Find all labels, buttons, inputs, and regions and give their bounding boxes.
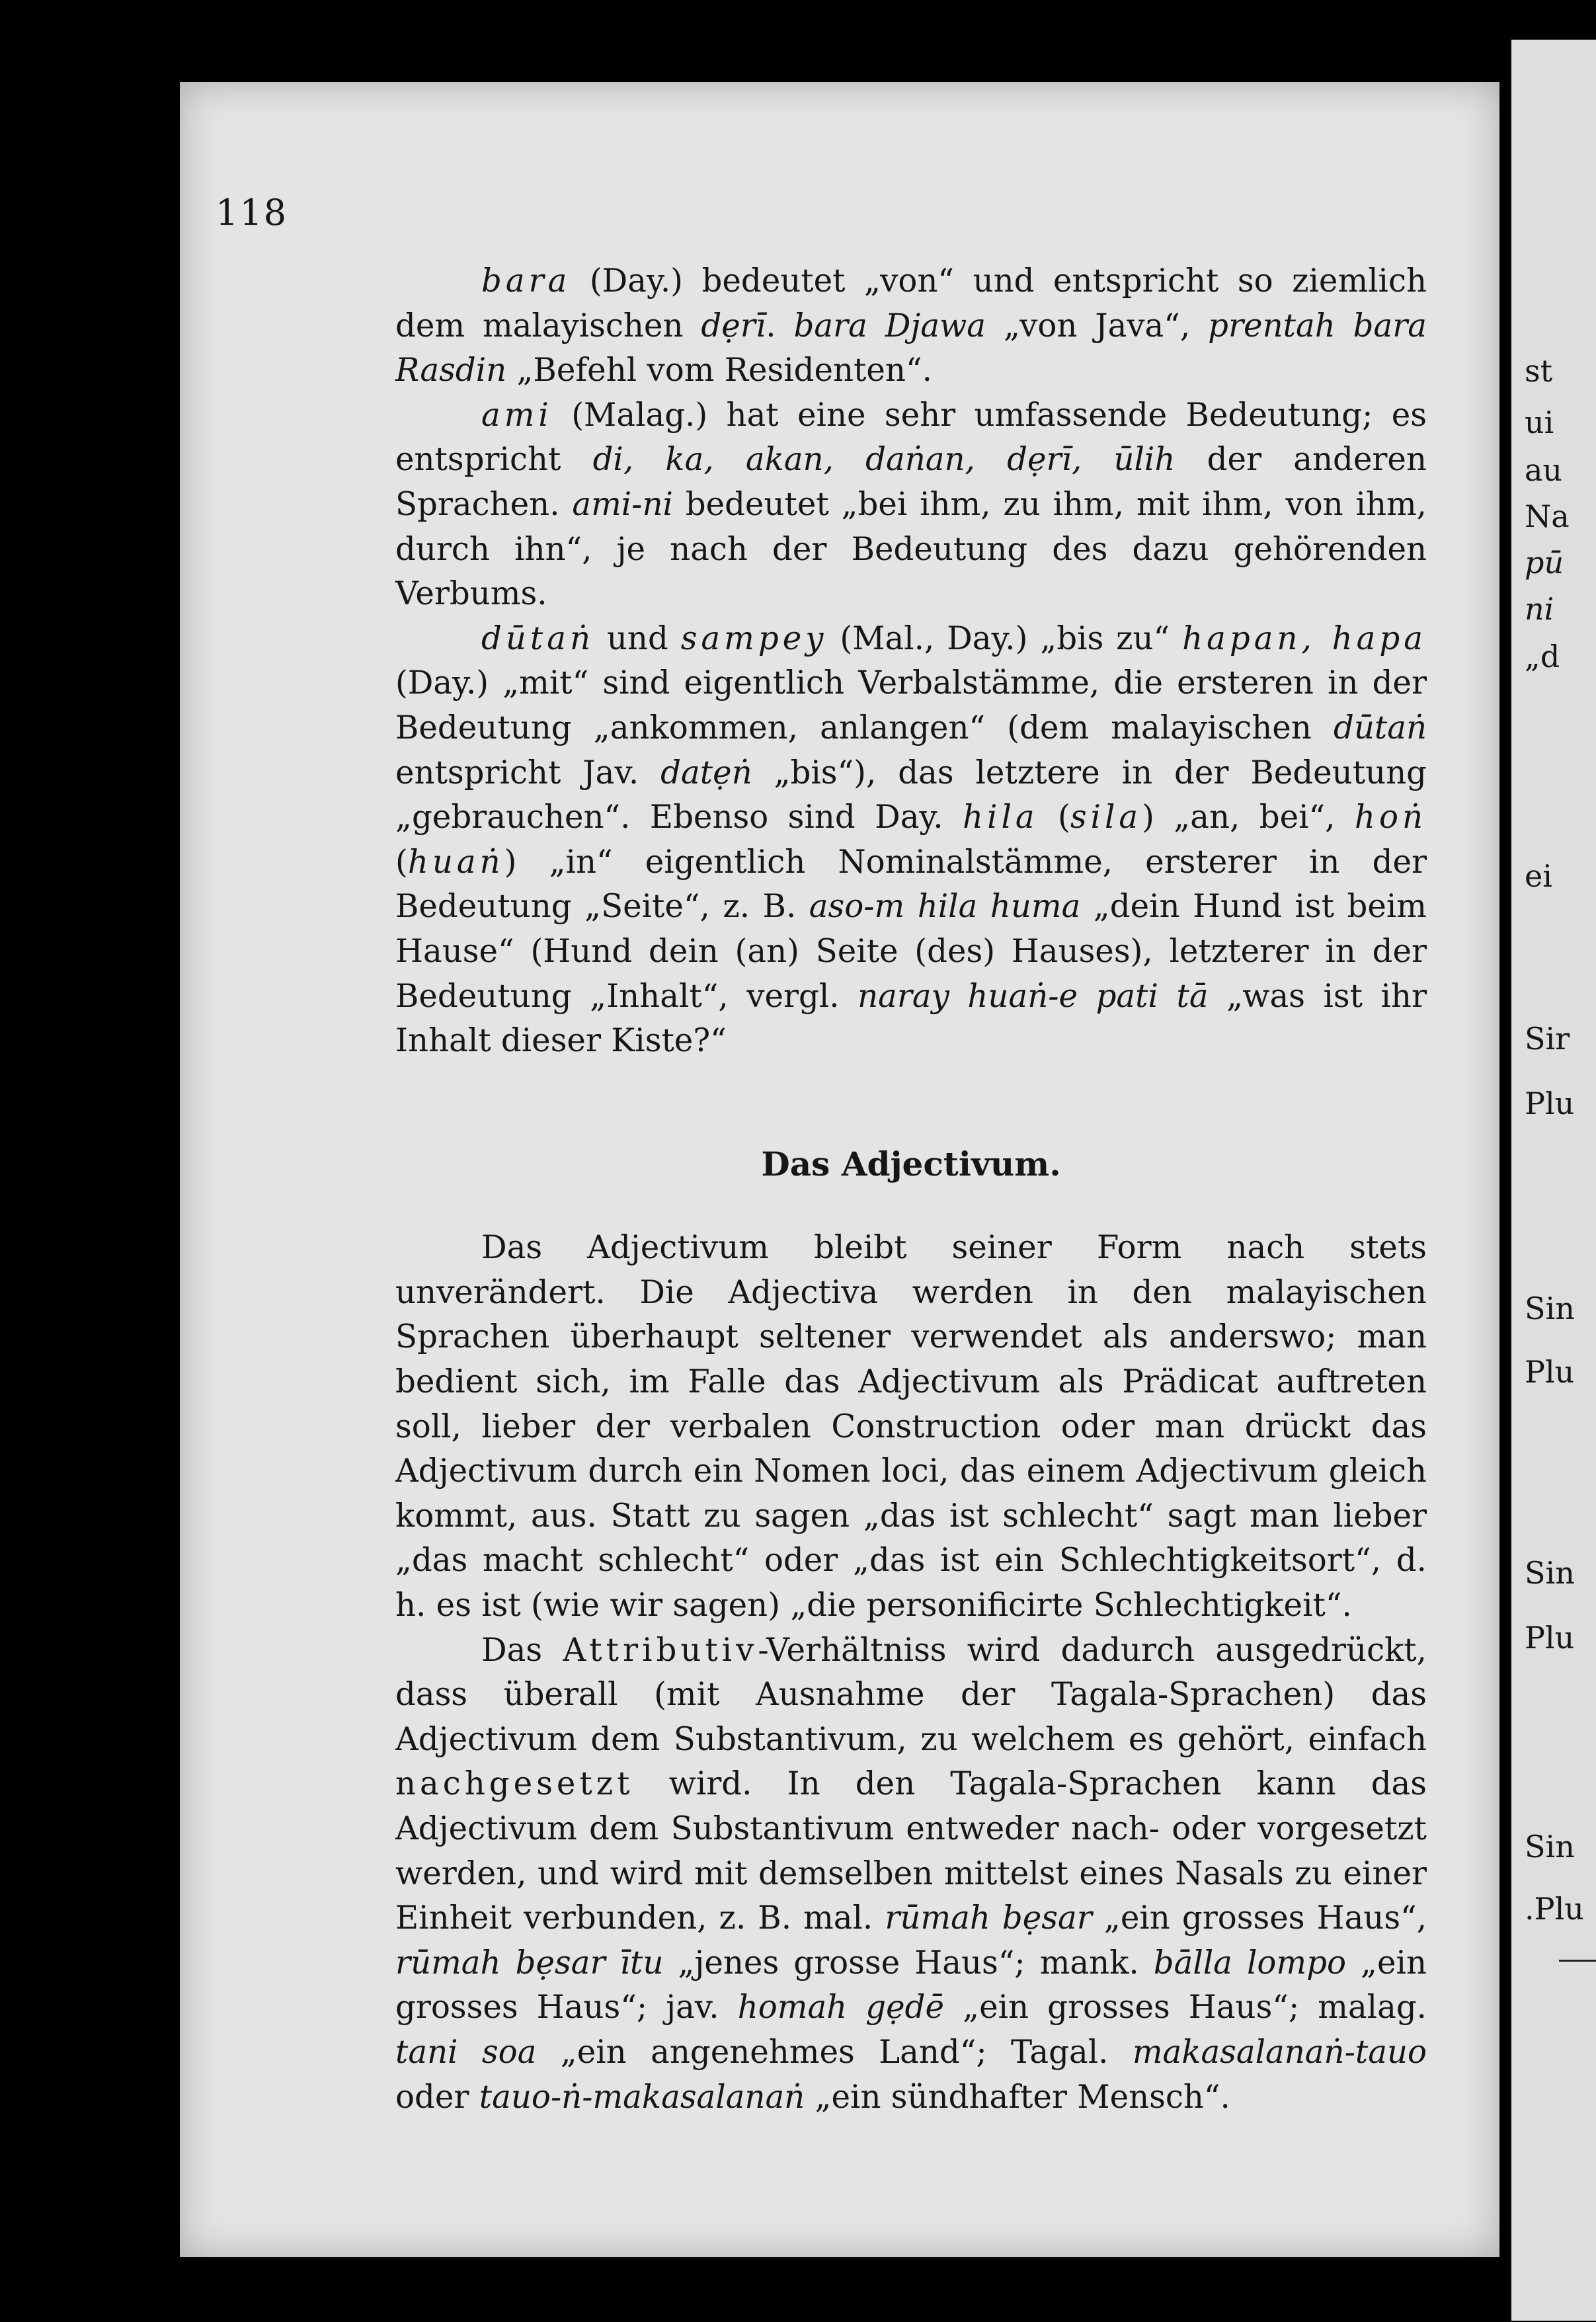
text-run: nachgesetzt <box>395 1765 634 1803</box>
text-run: homah gẹdē <box>737 1989 945 2026</box>
adjacent-page-text: Plu <box>1525 1354 1575 1390</box>
paragraph-ami <box>395 393 1427 617</box>
text-run: bara <box>481 262 571 300</box>
adjacent-page-text: Sin <box>1525 1555 1575 1591</box>
text-run: bedeutet „bei ihm, zu ihm, mit ihm, von ihm, durch ihn“, je nach der Bedeutung des dazu gehörenden Verbums. <box>395 485 1427 613</box>
text-run: dẹrī <box>701 307 766 344</box>
adjacent-page-text: st <box>1525 353 1553 389</box>
text-run: rūmah bẹsar ītu <box>395 1944 664 1982</box>
text-run: Attributiv <box>563 1631 758 1669</box>
text-run: hila <box>963 799 1039 836</box>
text-run: hapan, hapa <box>1182 620 1427 657</box>
text-run: . <box>766 307 794 344</box>
text-run: Das Adjectivum bleibt seiner Form nach stets unverändert. Die Adjectiva werden in den malayischen Sprachen überhaupt seltener verwendet als anderswo; man bedient sich, im Falle das Adjectivum als Prädicat auftreten soll, lieber der verbalen Construction oder man drückt das Adjectivum durch ein Nomen loci, das einem Adjectivum gleich kommt, aus. Statt zu sagen „das ist schlecht“ sagt man lieber „das macht schlecht“ oder „das ist ein Schlechtigkeitsort“, d. h. es ist (wie wir sagen) „die personificirte Schlechtigkeit“. <box>395 1229 1427 1624</box>
text-run: „von Java“, <box>986 307 1209 344</box>
prepositions-section <box>395 259 1427 1064</box>
adjacent-page-text: Sir <box>1525 1021 1570 1057</box>
paragraph-bara <box>395 259 1427 393</box>
text-run: der anderen Sprachen. <box>395 441 1427 523</box>
adjacent-page-text: Plu <box>1525 1620 1575 1656</box>
text-run: Das <box>481 1631 563 1669</box>
adjectivum-section <box>395 1226 1427 2120</box>
section-heading: Das Adjectivum. <box>761 1144 1061 1183</box>
text-run: „ein grosses Haus“, <box>1092 1900 1427 1937</box>
adjacent-page-text: au <box>1525 452 1563 488</box>
text-run: „was ist ihr Inhalt dieser Kiste?“ <box>395 977 1427 1060</box>
text-run: bara Djawa <box>793 307 986 344</box>
text-run: und <box>594 620 681 657</box>
adjacent-page-text: .Plu <box>1525 1891 1584 1927</box>
text-run: ( <box>395 843 408 881</box>
text-run: „ein grosses Haus“; jav. <box>395 1944 1427 2026</box>
text-run: „bis“), das letztere in der Bedeutung „gebrauchen“. Ebenso sind Day. <box>395 754 1427 836</box>
paragraph-adj2 <box>395 1628 1427 2120</box>
text-run: ami-ni <box>572 485 673 523</box>
adjacent-page-text: Sin <box>1525 1829 1575 1864</box>
text-run: entspricht Jav. <box>395 754 661 791</box>
text-run: tani soa <box>395 2033 537 2071</box>
page-number: 118 <box>216 192 288 233</box>
adjacent-page-text: pū <box>1525 545 1564 580</box>
text-run: tauo-ṅ-makasalanaṅ <box>479 2078 805 2116</box>
text-run: huaṅ <box>407 843 504 881</box>
text-run: „ein grosses Haus“; malag. <box>944 1989 1427 2026</box>
text-run: hoṅ <box>1354 799 1427 836</box>
text-run: makasalanaṅ-tauo <box>1132 2033 1427 2071</box>
text-run: „jenes grosse Haus“; mank. <box>663 1944 1154 1982</box>
adjacent-page-text: Plu <box>1525 1086 1575 1121</box>
text-run: wird. In den Tagala-Sprachen kann das Adjectivum dem Substantivum entweder nach- oder vorgesetzt werden, und wird mit demselben mittelst eines Nasals zu einer Einheit verbunden, z. B. mal. <box>395 1765 1427 1937</box>
text-run: „Befehl vom Residenten“. <box>506 352 932 389</box>
text-run: rūmah bẹsar <box>885 1900 1092 1937</box>
text-run: ( <box>1038 799 1070 836</box>
paragraph-adj1 <box>395 1226 1427 1628</box>
text-run: dūtaṅ <box>481 620 595 657</box>
text-run: di, ka, akan, daṅan, dẹrī, ūlih <box>592 441 1176 479</box>
text-run: oder <box>395 2078 479 2116</box>
text-run: prentah bara Rasdin <box>395 307 1427 389</box>
text-run: -Verhältniss wird dadurch ausgedrückt, dass überall (mit Ausnahme der Tagala-Sprachen) das Adjectivum dem Substantivum, zu welchem es gehört, einfach <box>395 1631 1427 1758</box>
text-run: naray huaṅ-e pati tā <box>858 977 1209 1015</box>
adjacent-page-text: „d <box>1525 639 1560 674</box>
adjacent-page-text: ui <box>1525 405 1554 440</box>
text-run: (Malag.) hat eine sehr umfassende Bedeutung; es entspricht <box>395 396 1427 479</box>
page-body <box>395 259 1427 2120</box>
adjacent-page-text: Sin <box>1525 1291 1575 1326</box>
text-run: „dein Hund ist beim Hause“ (Hund dein (an) Seite (des) Hauses), letzterer in der Bedeutung „Inhalt“, vergl. <box>395 888 1427 1015</box>
rule-line <box>1559 1960 1596 1962</box>
paragraph-datan <box>395 617 1427 1064</box>
text-run: aso-m hila huma <box>809 888 1081 926</box>
text-run: (Day.) bedeutet „von“ und entspricht so ziemlich dem malayischen <box>395 262 1427 344</box>
text-run: bālla lompo <box>1153 1944 1346 1982</box>
adjacent-page-text: Na <box>1525 499 1570 534</box>
text-run: ) „in“ eigentlich Nominalstämme, ersterer in der Bedeutung „Seite“, z. B. <box>395 843 1427 926</box>
text-run: sila <box>1070 799 1142 836</box>
text-run: datẹṅ <box>660 754 752 791</box>
text-run: (Day.) „mit“ sind eigentlich Verbalstämme, die ersteren in der Bedeutung „ankommen, anlangen“ (dem malayischen <box>395 664 1427 746</box>
text-run: ) „an, bei“, <box>1142 799 1355 836</box>
adjacent-page-text: ni <box>1525 591 1554 627</box>
text-run: sampey <box>680 620 828 657</box>
adjacent-page-text: ei <box>1525 858 1552 894</box>
text-run: (Mal., Day.) „bis zu“ <box>827 620 1183 657</box>
text-run: „ein sündhafter Mensch“. <box>805 2078 1230 2116</box>
text-run: „ein angenehmes Land“; Tagal. <box>536 2033 1133 2071</box>
text-run: ami <box>481 396 553 434</box>
text-run: dūtaṅ <box>1333 709 1427 746</box>
adjacent-page-fragment <box>1511 40 1596 2321</box>
